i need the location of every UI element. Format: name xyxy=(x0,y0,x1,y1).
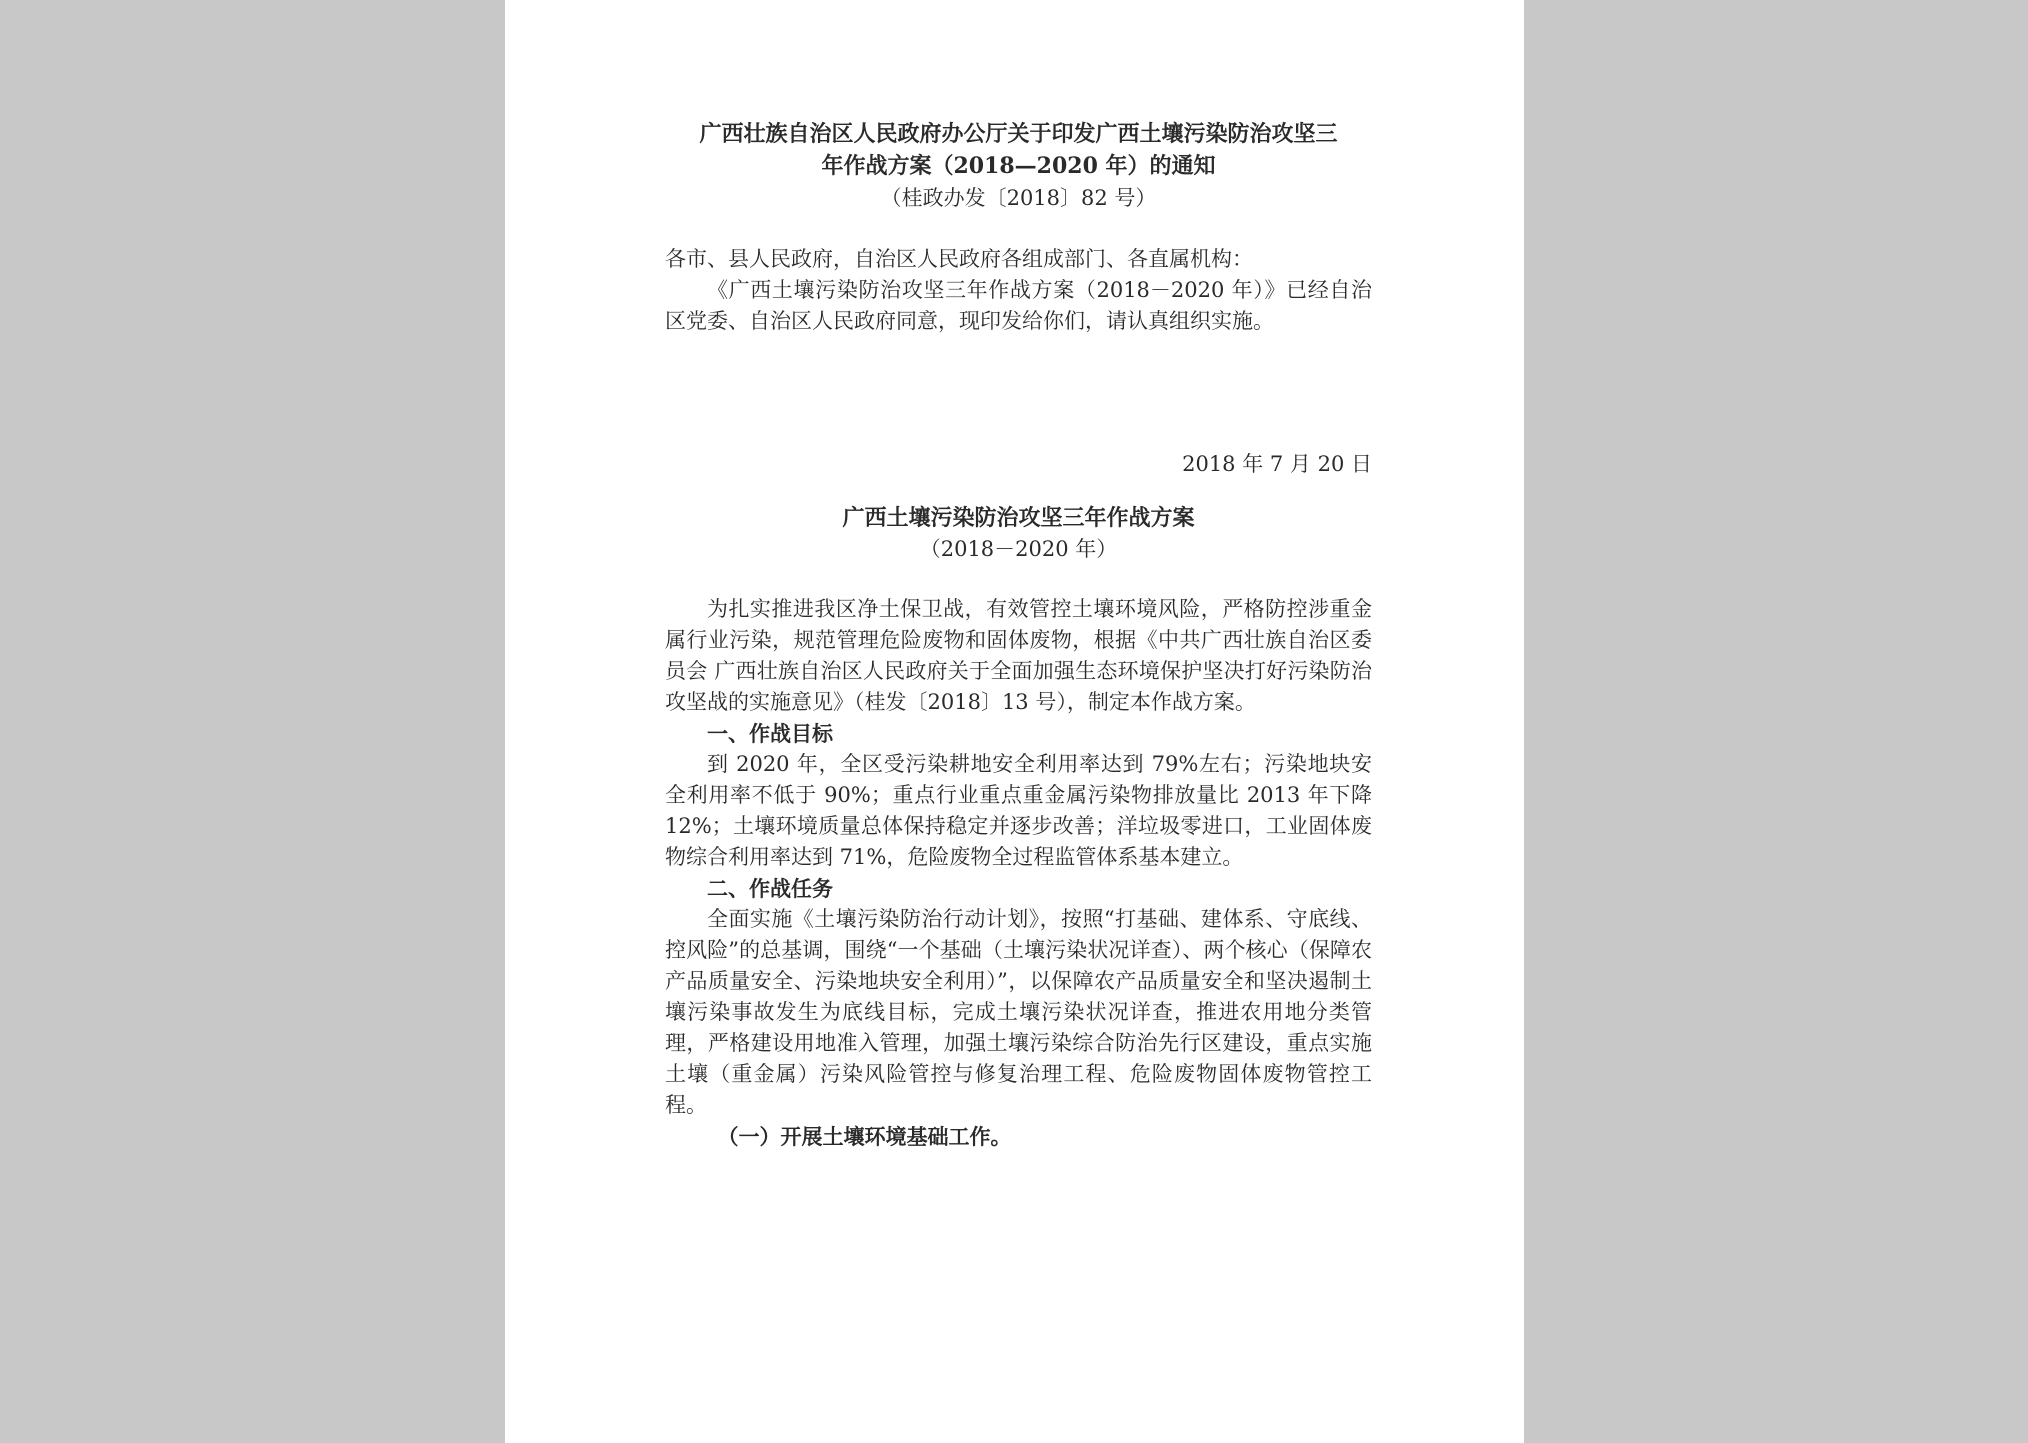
section-2-heading: 二、作战任务 xyxy=(707,876,833,901)
intro-paragraph: 为扎实推进我区净土保卫战，有效管控土壤环境风险，严格防控涉重金属行业污染，规范管理危险废物和固体废物，根据《中共广西壮族自治区委员会 广西壮族自治区人民政府关于全面加强生态环境保护坚决打好污染防治攻坚战的实施意见》（桂发〔2018〕13 号），制定本作战方案。 xyxy=(665,597,1372,714)
document-number: （桂政办发〔2018〕82 号） xyxy=(880,186,1157,210)
issue-date: 2018 年 7 月 20 日 xyxy=(1182,452,1372,476)
plan-years: （2018－2020 年） xyxy=(919,537,1118,561)
notice-body: 《广西土壤污染防治攻坚三年作战方案（2018－2020 年）》已经自治区党委、自治区人民政府同意，现印发给你们，请认真组织实施。 xyxy=(665,278,1372,333)
document-title-line-2: 年作战方案（2018—2020 年）的通知 xyxy=(821,153,1216,179)
document-title-line-1: 广西壮族自治区人民政府办公厅关于印发广西土壤污染防治攻坚三 xyxy=(699,121,1338,147)
document-page xyxy=(505,0,1524,1443)
subsection-1-heading: （一）开展土壤环境基础工作。 xyxy=(717,1124,1012,1149)
spacer xyxy=(665,564,1372,594)
addressee: 各市、县人民政府，自治区人民政府各组成部门、各直属机构： xyxy=(665,247,1253,271)
plan-title: 广西土壤污染防治攻坚三年作战方案 xyxy=(842,505,1195,531)
section-1-heading: 一、作战目标 xyxy=(707,721,833,746)
page-content xyxy=(665,118,1372,1152)
section-2-body: 全面实施《土壤污染防治行动计划》，按照“打基础、建体系、守底线、控风险”的总基调，围绕“一个基础（土壤污染状况详查）、两个核心（保障农产品质量安全、污染地块安全利用）”，以保障农产品质量安全和坚决遏制土壤污染事故发生为底线目标，完成土壤污染状况详查，推进农用地分类管理，严格建设用地准入管理，加强土壤污染综合防治先行区建设，重点实施土壤（重金属）污染风险管控与修复治理工程、危险废物固体废物管控工程。 xyxy=(665,907,1372,1117)
section-1-body: 到 2020 年，全区受污染耕地安全利用率达到 79%左右；污染地块安全利用率不低于 90%；重点行业重点重金属污染物排放量比 2013 年下降 12%；土壤环境质量总体保持稳定并逐步改善；洋垃圾零进口，工业固体废物综合利用率达到 71%，危险废物全过程监管体系基本建立。 xyxy=(665,752,1372,869)
